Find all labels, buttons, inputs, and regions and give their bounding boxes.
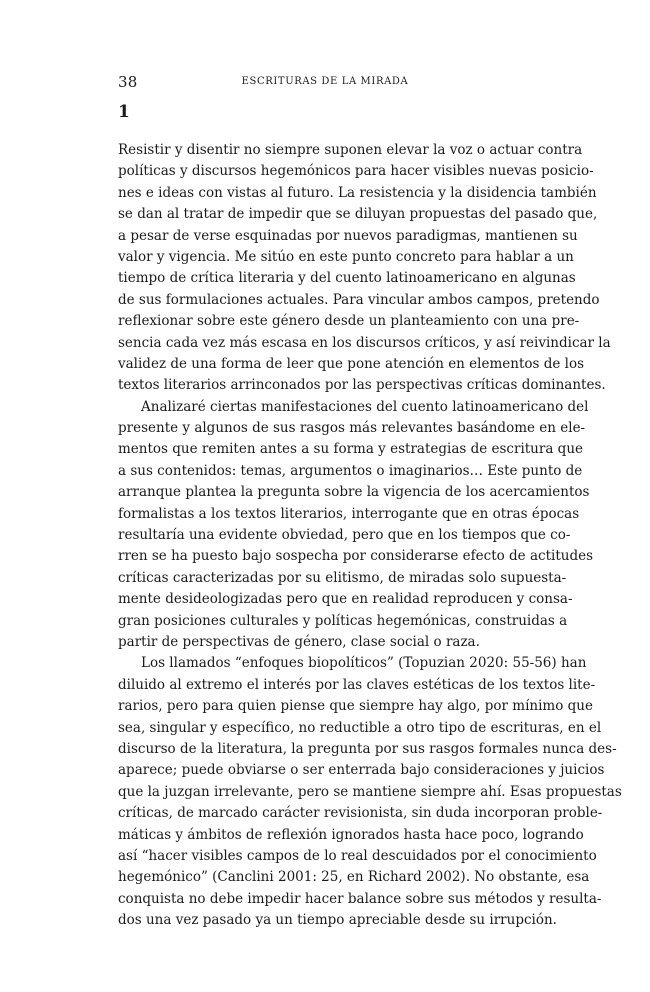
text-line: a pesar de verse esquinadas por nuevos paradigmas, mantienen su — [118, 227, 578, 244]
text-line: resultaría una evidente obviedad, pero que en los tiempos que co- — [118, 527, 571, 544]
text-line: textos literarios arrinconados por las perspectivas críticas dominantes. — [118, 377, 606, 394]
text-line: dos una vez pasado ya un tiempo apreciable desde su irrupción. — [118, 912, 557, 929]
page-number: 38 — [118, 73, 138, 91]
text-line: rarios, pero para quien piense que siempre hay algo, por mínimo que — [118, 698, 593, 715]
text-line: mente desideologizadas pero que en realidad reproducen y consa- — [118, 591, 573, 608]
text-line: gran posiciones culturales y políticas hegemónicas, construidas a — [118, 612, 568, 629]
text-line: Resistir y disentir no siempre suponen elevar la voz o actuar contra — [118, 142, 583, 158]
text-line: a sus contenidos: temas, argumentos o imaginarios… Este punto de — [118, 462, 583, 479]
text-line: Analizaré ciertas manifestaciones del cuento latinoamericano del — [141, 398, 589, 415]
text-line: nes e ideas con vistas al futuro. La resistencia y la disidencia también — [118, 184, 597, 201]
text-line: políticas y discursos hegemónicos para hacer visibles nuevas posicio- — [118, 163, 594, 180]
text-line: críticas, de marcado carácter revisionista, sin duda incorporan proble- — [118, 805, 603, 822]
text-line: rren se ha puesto bajo sospecha por considerarse efecto de actitudes — [118, 548, 593, 565]
text-line: conquista no debe impedir hacer balance sobre sus métodos y resulta- — [118, 890, 602, 907]
text-line: tiempo de crítica literaria y del cuento latinoamericano en algunas — [118, 270, 576, 287]
text-line: hegemónico” (Canclini 2001: 25, en Richard 2002). No obstante, esa — [118, 869, 590, 886]
text-line: valor y vigencia. Me sitúo en este punto concreto para hablar a un — [118, 248, 574, 265]
section-number: 1 — [118, 102, 130, 122]
body-text — [118, 140, 622, 931]
text-line: reflexionar sobre este género desde un planteamiento con una pre- — [118, 313, 580, 330]
text-line: mentos que remiten antes a su forma y estrategias de escritura que — [118, 441, 583, 458]
text-line: máticas y ámbitos de reflexión ignorados hasta hace poco, logrando — [118, 826, 584, 843]
text-line: de sus formulaciones actuales. Para vincular ambos campos, pretendo — [118, 291, 600, 308]
text-line: arranque plantea la pregunta sobre la vigencia de los acercamientos — [118, 484, 590, 501]
text-line: así “hacer visibles campos de lo real descuidados por el conocimiento — [118, 847, 597, 864]
text-line: sencia cada vez más escasa en los discursos críticos, y así reivindicar la — [118, 334, 611, 351]
text-line: aparece; puede obviarse o ser enterrada bajo consideraciones y juicios — [118, 762, 605, 779]
text-line: presente y algunos de sus rasgos más relevantes basándome en ele- — [118, 420, 586, 437]
text-line: se dan al tratar de impedir que se diluyan propuestas del pasado que, — [118, 206, 598, 223]
text-line: validez de una forma de leer que pone atención en elementos de los — [118, 355, 585, 372]
running-head: ESCRITURAS DE LA MIRADA — [241, 76, 409, 87]
text-line: que la juzgan irrelevante, pero se mantiene siempre ahí. Esas propuestas — [118, 783, 622, 800]
text-line: formalistas a los textos literarios, interrogante que en otras épocas — [118, 505, 580, 522]
text-line: partir de perspectivas de género, clase social o raza. — [118, 633, 480, 650]
text-line: discurso de la literatura, la pregunta por sus rasgos formales nunca des- — [118, 740, 617, 757]
text-line: sea, singular y específico, no reductible a otro tipo de escrituras, en el — [118, 719, 602, 736]
text-line: diluido al extremo el interés por las claves estéticas de los textos lite- — [118, 676, 596, 693]
text-line: Los llamados “enfoques biopolíticos” (Topuzian 2020: 55-56) han — [141, 655, 587, 672]
text-line: críticas caracterizadas por su elitismo, de miradas solo supuesta- — [118, 569, 567, 586]
